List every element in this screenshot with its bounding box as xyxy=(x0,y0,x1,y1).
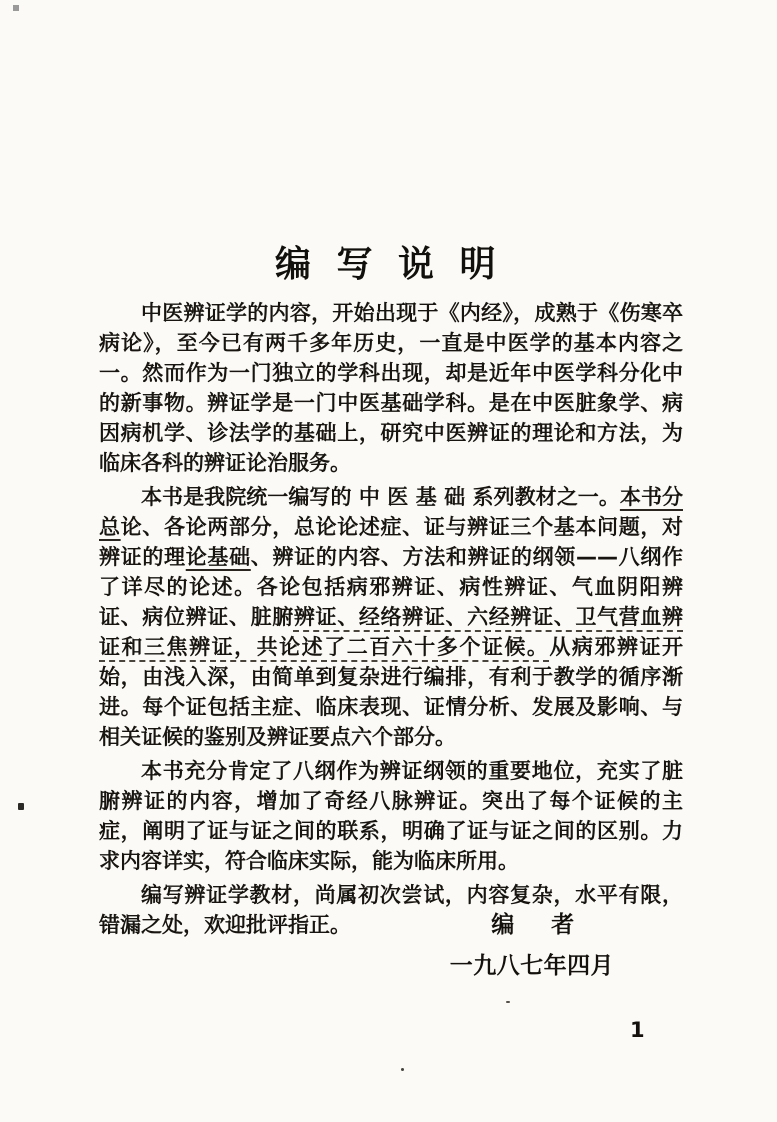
paragraph-segment: 本书充分肯定了八纲作为辨证纲领的重要地位，充实了脏腑辨证的内容，增加了奇经八脉辨证。突出了每个证候的主症，阐明了证与证之间的联系，明确了证与证之间的区别。力求内容详实，符合临床实际，能为临床所用。 xyxy=(99,759,683,873)
paragraph xyxy=(99,482,683,752)
paragraph-segment: 辨证、经络辨证、六经辨证、卫气营血辨证和三焦辨证，共论述了二百六十多个证候。 xyxy=(99,605,684,659)
signoff-block xyxy=(0,906,777,980)
paragraph-segment: 论、各论两部分，总论论述症、证与辨证三个基本问题，对辨证的理 xyxy=(99,515,683,569)
paragraph-segment: 从病邪辨证开始，由浅入深，由简单到复杂进行编排，有利于教学的循序渐进。每个证包括主症、临床表现、证情分析、发展及影响、与相关证候的鉴别及辨证要点六个部分。 xyxy=(99,635,684,749)
scan-artifact-speck xyxy=(401,1068,404,1071)
author-signature: 编 者 xyxy=(491,912,581,938)
paragraph xyxy=(99,298,683,478)
paragraph-segment: 编写辨证学教材，尚属初次尝试，内容复杂，水平有限，错漏之处，欢迎批评指正。 xyxy=(99,883,683,937)
scan-artifact-speck xyxy=(506,1001,510,1003)
paragraph-segment: 本书是我院统一编写的 中 医 基 础 系列教材之一。 xyxy=(141,485,620,509)
signature-date: 一九八七年四月 xyxy=(449,953,614,979)
paragraph-segment: 论基础 xyxy=(185,545,251,569)
scan-artifact-dot xyxy=(18,803,24,810)
page-title: 编 写 说 明 xyxy=(275,244,502,285)
page-number: 1 xyxy=(630,1018,645,1042)
paragraph-segment: 中医辨证学的内容，开始出现于《内经》，成熟于《伤寒卒病论》，至今已有两千多年历史，一直是中医学的基本内容之一。然而作为一门独立的学科出现，却是近年中医学科分化中的新事物。辨证学是一门中医基础学科。是在中医脏象学、病因病机学、诊法学的基础上，研究中医辨证的理论和方法，为临床各科的辨证论治服务。 xyxy=(99,301,683,475)
preface-body-text xyxy=(99,298,683,944)
scan-artifact-mark xyxy=(13,5,19,11)
paragraph-segment: 本书分总 xyxy=(99,485,683,539)
paragraph xyxy=(99,756,683,876)
paragraph-segment: 、辨证的内容、方法和辨证的纲领——八纲作了详尽的论述。各论包括病邪辨证、病性辨证、气血阴阳辨证、病位辨证、脏腑 xyxy=(99,545,684,629)
